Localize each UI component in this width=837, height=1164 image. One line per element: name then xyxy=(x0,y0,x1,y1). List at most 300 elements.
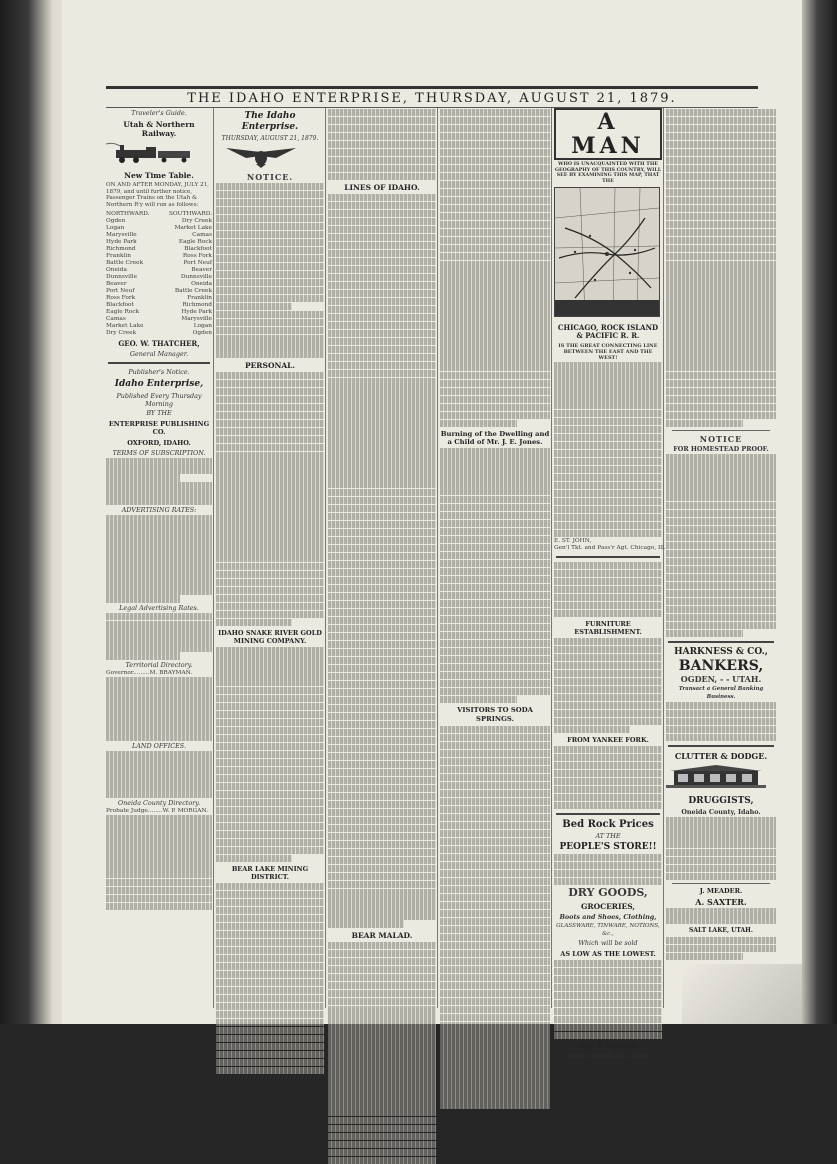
text-line xyxy=(440,197,550,204)
text-line xyxy=(328,825,436,832)
text-line xyxy=(554,506,662,513)
text-line xyxy=(328,974,436,981)
text-line xyxy=(216,1035,324,1042)
text-line xyxy=(216,571,324,578)
text-line xyxy=(216,350,324,357)
aman-ad-title: A MAN xyxy=(554,108,662,160)
text-line xyxy=(554,854,662,861)
text-line xyxy=(440,133,550,140)
text-line xyxy=(440,324,550,331)
bedrock-at-the: AT THE xyxy=(595,832,621,841)
scan-right-edge xyxy=(797,0,837,1024)
text-line xyxy=(666,702,776,709)
text-line xyxy=(666,412,776,419)
text-line xyxy=(440,205,550,212)
text-line xyxy=(440,213,550,220)
text-line xyxy=(106,774,212,781)
bank-name: HARKNESS & CO., xyxy=(674,647,768,658)
text-line xyxy=(328,625,436,632)
text-line xyxy=(328,577,436,584)
text-line xyxy=(554,402,662,409)
text-line xyxy=(440,680,550,687)
text-line xyxy=(328,117,436,124)
text-line xyxy=(666,292,776,299)
text-line xyxy=(216,255,324,262)
text-line xyxy=(666,526,776,533)
text-line xyxy=(666,590,776,597)
paper-name: Idaho Enterprise, xyxy=(114,379,204,390)
text-line xyxy=(216,491,324,498)
text-line xyxy=(106,693,212,700)
text-line xyxy=(440,830,550,837)
station-name: Port Neuf xyxy=(106,288,135,295)
text-line xyxy=(106,758,212,765)
text-line xyxy=(666,165,776,172)
column-divider xyxy=(213,108,214,1008)
section-rule xyxy=(668,745,774,747)
text-line xyxy=(440,268,550,275)
text-line xyxy=(440,592,550,599)
text-line xyxy=(666,276,776,283)
text-line xyxy=(216,687,324,694)
text-line xyxy=(440,862,550,869)
text-line xyxy=(440,109,550,116)
text-line xyxy=(666,622,776,629)
text-line xyxy=(328,585,436,592)
text-line xyxy=(440,173,550,180)
text-line xyxy=(440,632,550,639)
text-line xyxy=(440,125,550,132)
text-line xyxy=(328,1101,436,1108)
text-line xyxy=(106,887,212,894)
text-line xyxy=(216,279,324,286)
text-line xyxy=(328,657,436,664)
text-line xyxy=(440,488,550,495)
text-line xyxy=(440,1006,550,1013)
personal-heading: PERSONAL. xyxy=(244,360,296,370)
text-line xyxy=(328,1013,436,1020)
text-line xyxy=(216,467,324,474)
text-line xyxy=(440,576,550,583)
text-line xyxy=(440,560,550,567)
text-line xyxy=(216,1011,324,1018)
timetable-row xyxy=(106,267,212,274)
groceries-heading: GROCERIES, xyxy=(580,901,636,911)
text-line xyxy=(328,1085,436,1092)
station-name: Market Lake xyxy=(106,323,144,330)
text-line xyxy=(328,473,436,480)
text-line xyxy=(666,221,776,228)
text-line xyxy=(106,628,212,635)
station-name: Ross Fork xyxy=(106,295,136,302)
text-line xyxy=(216,1067,324,1074)
governor-line: Governor.........M. BRAYMAN. xyxy=(106,669,193,676)
text-line xyxy=(666,181,776,188)
station-name-return: Richmond xyxy=(182,302,212,309)
ad-agent-line xyxy=(554,538,662,545)
text-line xyxy=(106,482,212,489)
text-line xyxy=(328,537,436,544)
railroad-name: Utah & Northern Railway. xyxy=(123,120,195,138)
timetable-row xyxy=(106,288,212,295)
text-line xyxy=(440,942,550,949)
text-line xyxy=(216,428,324,435)
text-line xyxy=(216,907,324,914)
text-line xyxy=(328,481,436,488)
text-line xyxy=(328,681,436,688)
text-line xyxy=(440,1029,550,1036)
text-line xyxy=(440,221,550,228)
merchant-location: Oxford, Oneida Co., Idaho. xyxy=(564,1052,652,1060)
text-line xyxy=(554,638,662,645)
text-line xyxy=(554,878,662,885)
text-line xyxy=(216,963,324,970)
timetable-row xyxy=(106,274,212,281)
text-line xyxy=(328,1141,436,1148)
timetable-row xyxy=(106,323,212,330)
soda-springs-heading: VISITORS TO SODA SPRINGS. xyxy=(457,706,533,724)
text-line xyxy=(106,498,212,505)
bankers-heading: BANKERS, xyxy=(678,658,764,675)
text-line xyxy=(440,237,550,244)
column-2 xyxy=(216,108,324,1013)
text-line xyxy=(106,677,212,684)
text-line xyxy=(666,718,776,725)
text-line xyxy=(328,1021,436,1028)
text-line xyxy=(216,199,324,206)
route-subheading: IS THE GREAT CONNECTING LINE BETWEEN THE EAST AND THE WEST! xyxy=(558,343,658,362)
clutter-dodge-heading: CLUTTER & DODGE. xyxy=(674,751,768,762)
timetable-row xyxy=(106,281,212,288)
text-line xyxy=(440,396,550,403)
text-line xyxy=(440,910,550,917)
station-name-return: Camas xyxy=(192,232,212,239)
station-name: Logan xyxy=(106,225,125,232)
text-line xyxy=(666,937,776,944)
text-line xyxy=(216,783,324,790)
text-line xyxy=(666,284,776,291)
text-line xyxy=(106,751,212,758)
text-line xyxy=(328,553,436,560)
text-line xyxy=(440,688,550,695)
text-line xyxy=(216,475,324,482)
text-line xyxy=(554,754,662,761)
text-line xyxy=(666,229,776,236)
text-line xyxy=(440,340,550,347)
ad-agent-role xyxy=(554,545,666,552)
timetable-row xyxy=(106,239,212,246)
text-line xyxy=(440,464,550,471)
text-line xyxy=(216,883,324,890)
text-line xyxy=(216,711,324,718)
text-line xyxy=(440,854,550,861)
text-line xyxy=(554,570,662,577)
text-line xyxy=(666,510,776,517)
text-line xyxy=(328,950,436,957)
publisher-notice-title: Publisher's Notice. xyxy=(128,368,190,377)
text-line xyxy=(328,1149,436,1156)
text-line xyxy=(440,388,550,395)
timetable-row xyxy=(106,253,212,260)
text-line xyxy=(666,340,776,347)
mining-company-heading: IDAHO SNAKE RIVER GOLD MINING COMPANY. xyxy=(218,629,322,646)
text-line xyxy=(106,725,212,732)
text-line xyxy=(216,979,324,986)
text-line xyxy=(328,729,436,736)
text-line xyxy=(328,465,436,472)
text-line xyxy=(666,462,776,469)
text-line xyxy=(328,942,436,949)
salt-lake-line: SALT LAKE, UTAH. xyxy=(689,926,753,934)
text-line xyxy=(440,284,550,291)
text-line xyxy=(666,253,776,260)
text-line xyxy=(328,417,436,424)
station-name-return: Franklin xyxy=(187,295,212,302)
text-line xyxy=(216,215,324,222)
text-line xyxy=(216,547,324,554)
text-line xyxy=(440,308,550,315)
text-line xyxy=(216,655,324,662)
text-line xyxy=(554,490,662,497)
sold-line: Which will be sold xyxy=(578,938,638,947)
text-line xyxy=(440,982,550,989)
text-line xyxy=(440,149,550,156)
text-line xyxy=(440,276,550,283)
station-name: Blackfoot xyxy=(106,302,134,309)
lines-of-idaho-heading: LINES OF IDAHO. xyxy=(344,182,420,192)
station-name-return: Marysville xyxy=(181,316,212,323)
section-rule xyxy=(556,556,660,558)
text-line xyxy=(440,245,550,252)
station-name-return: Oneida xyxy=(191,281,212,288)
paper-title: The Idaho Enterprise. xyxy=(241,111,299,132)
text-line xyxy=(216,1003,324,1010)
station-name-return: Hyde Park xyxy=(181,309,212,316)
text-line xyxy=(440,624,550,631)
text-line xyxy=(328,809,436,816)
text-line xyxy=(554,646,662,653)
text-line xyxy=(440,348,550,355)
dry-goods-heading: DRY GOODS, xyxy=(568,885,648,899)
text-line xyxy=(554,662,662,669)
text-line xyxy=(666,558,776,565)
text-line xyxy=(666,857,776,864)
text-line xyxy=(106,855,212,862)
text-line xyxy=(666,300,776,307)
text-line xyxy=(216,319,324,326)
text-line xyxy=(666,908,776,915)
text-line xyxy=(216,1027,324,1034)
text-line xyxy=(216,587,324,594)
text-line xyxy=(440,822,550,829)
text-line xyxy=(216,619,292,626)
text-line xyxy=(328,266,436,273)
text-line xyxy=(328,609,436,616)
text-line xyxy=(328,982,436,989)
text-line xyxy=(666,606,776,613)
text-line xyxy=(666,614,776,621)
text-line xyxy=(554,378,662,385)
text-line xyxy=(328,497,436,504)
text-line xyxy=(328,841,436,848)
text-line xyxy=(216,647,324,654)
text-line xyxy=(106,466,212,473)
text-line xyxy=(106,579,212,586)
station-name-return: Dunnsville xyxy=(180,274,212,281)
text-line xyxy=(666,833,776,840)
text-line xyxy=(328,793,436,800)
text-line xyxy=(216,499,324,506)
agent-name: E. ST. JOHN, xyxy=(554,538,592,545)
text-line xyxy=(440,181,550,188)
text-line xyxy=(328,441,436,448)
text-line xyxy=(666,332,776,339)
text-line xyxy=(440,584,550,591)
text-line xyxy=(440,292,550,299)
text-line xyxy=(328,401,436,408)
station-name-return: Beaver xyxy=(191,267,212,274)
text-line xyxy=(328,173,436,180)
text-line xyxy=(666,396,776,403)
text-line xyxy=(666,133,776,140)
text-line xyxy=(328,545,436,552)
text-line xyxy=(440,774,550,781)
text-line xyxy=(328,457,436,464)
text-line xyxy=(216,1019,324,1026)
text-line xyxy=(328,665,436,672)
lowest-line: AS LOW AS THE LOWEST. xyxy=(560,949,656,958)
text-line xyxy=(554,578,662,585)
text-line xyxy=(440,1037,550,1044)
timetable-row xyxy=(106,309,212,316)
merchant-name: WM. F. FISHER, xyxy=(577,1042,639,1050)
text-line xyxy=(440,520,550,527)
text-line xyxy=(328,1157,436,1164)
text-line xyxy=(328,617,436,624)
text-line xyxy=(216,899,324,906)
station-name: Battle Creek xyxy=(106,260,144,267)
timetable-row xyxy=(106,295,212,302)
text-line xyxy=(106,903,212,910)
druggists-location: Oneida County, Idaho. xyxy=(681,808,761,817)
text-line xyxy=(328,1117,436,1124)
station-name-return: Battle Creek xyxy=(174,288,212,295)
text-line xyxy=(328,529,436,536)
text-line xyxy=(440,664,550,671)
text-line xyxy=(216,287,324,294)
text-line xyxy=(554,802,662,809)
text-line xyxy=(216,459,324,466)
timetable-row xyxy=(106,316,212,323)
text-line xyxy=(440,766,550,773)
text-line xyxy=(328,489,436,496)
text-line xyxy=(328,125,436,132)
text-line xyxy=(666,518,776,525)
text-line xyxy=(216,207,324,214)
column-divider xyxy=(551,108,552,1008)
text-line xyxy=(328,202,436,209)
text-line xyxy=(216,955,324,962)
text-line xyxy=(106,595,180,602)
text-line xyxy=(440,536,550,543)
text-line xyxy=(328,833,436,840)
text-line xyxy=(328,1109,436,1116)
text-line xyxy=(554,1008,662,1015)
text-line xyxy=(216,595,324,602)
text-line xyxy=(328,1053,436,1060)
text-line xyxy=(440,420,517,427)
text-line xyxy=(216,823,324,830)
text-line xyxy=(106,490,212,497)
text-line xyxy=(554,718,662,725)
subscription-terms-title: TERMS OF SUBSCRIPTION. xyxy=(112,449,206,458)
text-line xyxy=(440,332,550,339)
text-line xyxy=(328,250,436,257)
agent-role: Gen'l Tkt. and Pass'r Agt. Chicago, Ill. xyxy=(554,545,666,552)
text-line xyxy=(216,839,324,846)
text-line xyxy=(328,1037,436,1044)
text-line xyxy=(554,474,662,481)
text-line xyxy=(106,636,212,643)
text-line xyxy=(328,920,404,927)
text-line xyxy=(328,641,436,648)
text-line xyxy=(106,717,212,724)
bank-business: Transact a General Banking Business. xyxy=(678,686,764,701)
text-line xyxy=(666,598,776,605)
text-line xyxy=(666,125,776,132)
text-line xyxy=(666,841,776,848)
text-line xyxy=(554,984,662,991)
text-line xyxy=(666,364,776,371)
station-name: Camas xyxy=(106,316,126,323)
text-line xyxy=(328,513,436,520)
text-line xyxy=(216,855,292,862)
text-line xyxy=(440,878,550,885)
text-line xyxy=(328,697,436,704)
text-line xyxy=(666,117,776,124)
text-line xyxy=(440,1045,550,1052)
text-line xyxy=(666,316,776,323)
page-shadow xyxy=(682,964,802,1024)
station-name: Hyde Park xyxy=(106,239,137,246)
text-line xyxy=(554,710,662,717)
text-line xyxy=(554,726,630,733)
boots-shoes-line: Boots and Shoes, Clothing, xyxy=(559,912,657,921)
text-line xyxy=(328,385,436,392)
text-line xyxy=(106,839,212,846)
text-line xyxy=(328,505,436,512)
text-line xyxy=(328,378,436,385)
text-line xyxy=(666,494,776,501)
text-line xyxy=(554,426,662,433)
text-line xyxy=(328,346,436,353)
text-line xyxy=(106,766,212,773)
text-line xyxy=(554,670,662,677)
text-line xyxy=(216,335,324,342)
text-line xyxy=(440,734,550,741)
text-line xyxy=(216,1043,324,1050)
section-rule xyxy=(108,362,210,364)
text-line xyxy=(216,915,324,922)
text-line xyxy=(216,444,324,451)
text-line xyxy=(216,579,324,586)
text-line xyxy=(440,1014,550,1021)
text-line xyxy=(328,849,436,856)
text-line xyxy=(328,314,436,321)
text-line xyxy=(666,486,776,493)
text-line xyxy=(666,582,776,589)
text-line xyxy=(328,753,436,760)
